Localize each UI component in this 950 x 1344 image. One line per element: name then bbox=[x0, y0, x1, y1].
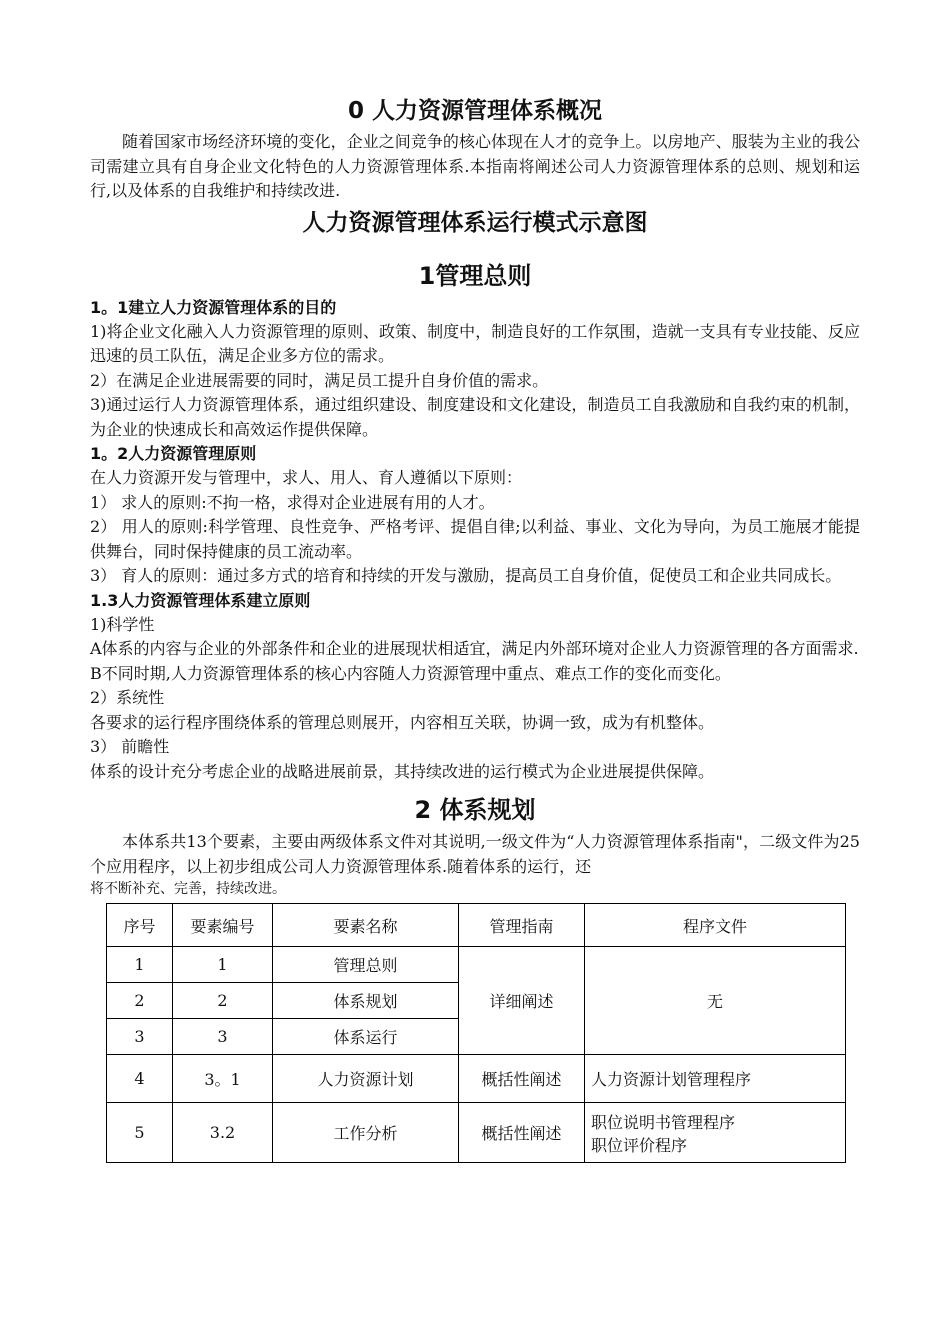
cell-code: 3 bbox=[173, 1019, 273, 1055]
header-name: 要素名称 bbox=[273, 904, 459, 947]
sub3-item: 体系的设计充分考虑企业的战略进展前景，其持续改进的运行模式为企业进展提供保障。 bbox=[90, 761, 715, 781]
section2-intro: 本体系共13个要素，主要由两级体系文件对其说明,一级文件为“人力资源管理体系指南"，二级文件为25个应用程序，以上初步组成公司人力资源管理体系.随着体系的运行，还 bbox=[90, 832, 860, 876]
cell-guide: 概括性阐述 bbox=[459, 1055, 585, 1103]
sub1-heading: 1。1建立人力资源管理体系的目的 bbox=[90, 297, 337, 317]
cell-code: 3.2 bbox=[173, 1103, 273, 1163]
sub3-item: 3） 前瞻性 bbox=[90, 737, 170, 756]
cell-name: 体系规划 bbox=[273, 983, 459, 1019]
cell-no: 3 bbox=[107, 1019, 173, 1055]
sub3-item: A体系的内容与企业的外部条件和企业的进展现状相适宜，满足内外部环境对企业人力资源管理的各方面需求. bbox=[90, 639, 859, 658]
cell-proc-merged: 无 bbox=[585, 947, 846, 1055]
header-code: 要素编号 bbox=[173, 904, 273, 947]
cell-no: 5 bbox=[107, 1103, 173, 1163]
sub2-item: 3） 育人的原则：通过多方式的培育和持续的开发与激励，提高员工自身价值，促使员工和企业共同成长。 bbox=[90, 566, 842, 585]
section1-title: 1管理总则 bbox=[418, 261, 532, 290]
section0-title: 0 人力资源管理体系概况 bbox=[347, 98, 602, 124]
table-row bbox=[107, 1103, 846, 1163]
cell-proc: 人力资源计划管理程序 bbox=[585, 1055, 846, 1103]
cell-guide: 概括性阐述 bbox=[459, 1103, 585, 1163]
cell-code: 1 bbox=[173, 947, 273, 983]
diagram-title: 人力资源管理体系运行模式示意图 bbox=[302, 209, 648, 236]
cell-name: 管理总则 bbox=[273, 947, 459, 983]
section2-title: 2 体系规划 bbox=[414, 796, 536, 824]
cell-no: 4 bbox=[107, 1055, 173, 1103]
cell-code: 2 bbox=[173, 983, 273, 1019]
header-no: 序号 bbox=[107, 904, 173, 947]
sub1-item: 3)通过运行人力资源管理体系，通过组织建设、制度建设和文化建设，制造员工自我激励和自我约束的机制，为企业的快速成长和高效运作提供保障。 bbox=[90, 395, 860, 439]
sub3-item: B不同时期,人力资源管理体系的核心内容随人力资源管理中重点、难点工作的变化而变化。 bbox=[90, 663, 731, 683]
sub3-item: 各要求的运行程序围绕体系的管理总则展开，内容相互关联，协调一致，成为有机整体。 bbox=[90, 712, 715, 732]
proc-line: 职位说明书管理程序 bbox=[591, 1112, 736, 1132]
sub3-heading: 1.3人力资源管理体系建立原则 bbox=[90, 590, 311, 610]
sub2-item: 1） 求人的原则:不拘一格，求得对企业进展有用的人才。 bbox=[90, 492, 495, 512]
cell-name: 工作分析 bbox=[273, 1103, 459, 1163]
section2-intro-tail: 将不断补充、完善，持续改进。 bbox=[90, 881, 286, 897]
sub1-item: 1)将企业文化融入人力资源管理的原则、政策、制度中，制造良好的工作氛围，造就一支具有专业技能、反应迅速的员工队伍，满足企业多方位的需求。 bbox=[90, 321, 860, 365]
elements-table bbox=[106, 903, 846, 1163]
table-header-row bbox=[107, 904, 846, 947]
table-row bbox=[107, 947, 846, 983]
cell-name: 人力资源计划 bbox=[273, 1055, 459, 1103]
section0-intro: 随着国家市场经济环境的变化，企业之间竞争的核心体现在人才的竞争上。以房地产、服装为主业的我公司需建立具有自身企业文化特色的人力资源管理体系.本指南将阐述公司人力资源管理体系的总则、规划和运行,以及体系的自我维护和持续改进. bbox=[90, 132, 860, 200]
header-proc: 程序文件 bbox=[585, 904, 846, 947]
header-guide: 管理指南 bbox=[459, 904, 585, 947]
cell-guide-merged: 详细阐述 bbox=[459, 947, 585, 1055]
sub2-heading: 1。2人力资源管理原则 bbox=[90, 444, 257, 463]
sub3-item: 1)科学性 bbox=[90, 614, 155, 634]
sub3-item: 2）系统性 bbox=[90, 688, 165, 707]
cell-no: 2 bbox=[107, 983, 173, 1019]
cell-code: 3。1 bbox=[173, 1055, 273, 1103]
cell-no: 1 bbox=[107, 947, 173, 983]
cell-name: 体系运行 bbox=[273, 1019, 459, 1055]
sub1-item: 2）在满足企业进展需要的同时，满足员工提升自身价值的需求。 bbox=[90, 370, 549, 390]
proc-line: 职位评价程序 bbox=[591, 1135, 688, 1155]
sub2-item: 在人力资源开发与管理中，求人、用人、育人遵循以下原则： bbox=[90, 468, 523, 487]
document-page bbox=[90, 92, 860, 1163]
cell-proc-multi bbox=[585, 1103, 846, 1163]
sub2-item: 2） 用人的原则:科学管理、良性竞争、严格考评、提倡自律;以利益、事业、文化为导向，为员工施展才能提供舞台，同时保持健康的员工流动率。 bbox=[90, 517, 860, 561]
table-row bbox=[107, 1055, 846, 1103]
